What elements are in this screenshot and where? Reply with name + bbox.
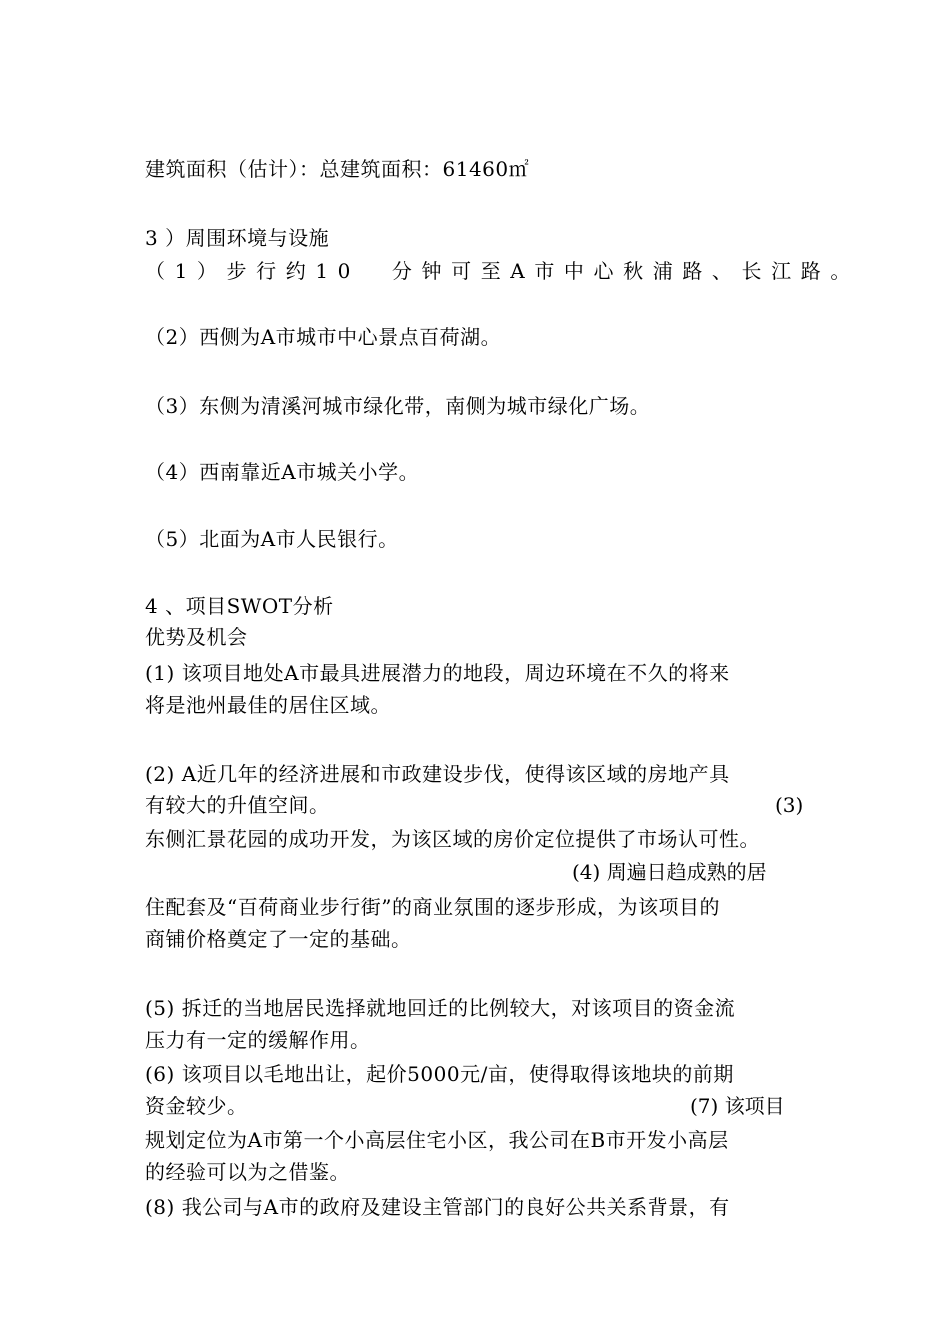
swot-line: 将是池州最佳的居住区域。: [145, 693, 391, 717]
swot-line: (6) 该项目以毛地出让，起价5000元/亩，使得取得该地块的前期: [145, 1062, 734, 1086]
env-item-4: （4）西南靠近A市城关小学。: [145, 460, 420, 484]
swot-line: 压力有一定的缓解作用。: [145, 1028, 371, 1052]
total-area-line: 建筑面积（估计）：总建筑面积：61460㎡: [145, 157, 530, 181]
env-item-5: （5）北面为A市人民银行。: [145, 527, 399, 551]
section-4-heading: 4 、项目SWOT分析: [145, 594, 334, 618]
swot-line: 有较大的升值空间。: [145, 793, 330, 817]
swot-line: 的经验可以为之借鉴。: [145, 1160, 350, 1184]
section-3-heading: 3 ）周围环境与设施: [145, 226, 330, 250]
swot-line: 规划定位为A市第一个小高层住宅小区，我公司在B市开发小高层: [145, 1128, 729, 1152]
env-item-2: （2）西侧为A市城市中心景点百荷湖。: [145, 325, 502, 349]
swot-line: 住配套及“百荷商业步行街”的商业氛围的逐步形成，为该项目的: [145, 895, 720, 919]
swot-line: (7) 该项目: [690, 1094, 785, 1118]
env-item-1: （1）步行约10 分钟可至A市中心秋浦路、长江路。: [145, 259, 860, 283]
swot-line: (1) 该项目地处A市最具进展潜力的地段，周边环境在不久的将来: [145, 661, 730, 685]
swot-line: 东侧汇景花园的成功开发，为该区域的房价定位提供了市场认可性。: [145, 827, 760, 851]
swot-line: (3): [775, 793, 804, 817]
swot-line: (5) 拆迁的当地居民选择就地回迁的比例较大，对该项目的资金流: [145, 996, 736, 1020]
env-item-3: （3）东侧为清溪河城市绿化带，南侧为城市绿化广场。: [145, 394, 651, 418]
sub-heading: 优势及机会: [145, 625, 248, 649]
swot-line: (4) 周遍日趋成熟的居: [572, 860, 767, 884]
swot-line: 商铺价格奠定了一定的基础。: [145, 927, 412, 951]
swot-line: 资金较少。: [145, 1094, 248, 1118]
swot-line: (8) 我公司与A市的政府及建设主管部门的良好公共关系背景，有: [145, 1195, 730, 1219]
swot-line: (2) A近几年的经济进展和市政建设步伐，使得该区域的房地产具: [145, 762, 730, 786]
